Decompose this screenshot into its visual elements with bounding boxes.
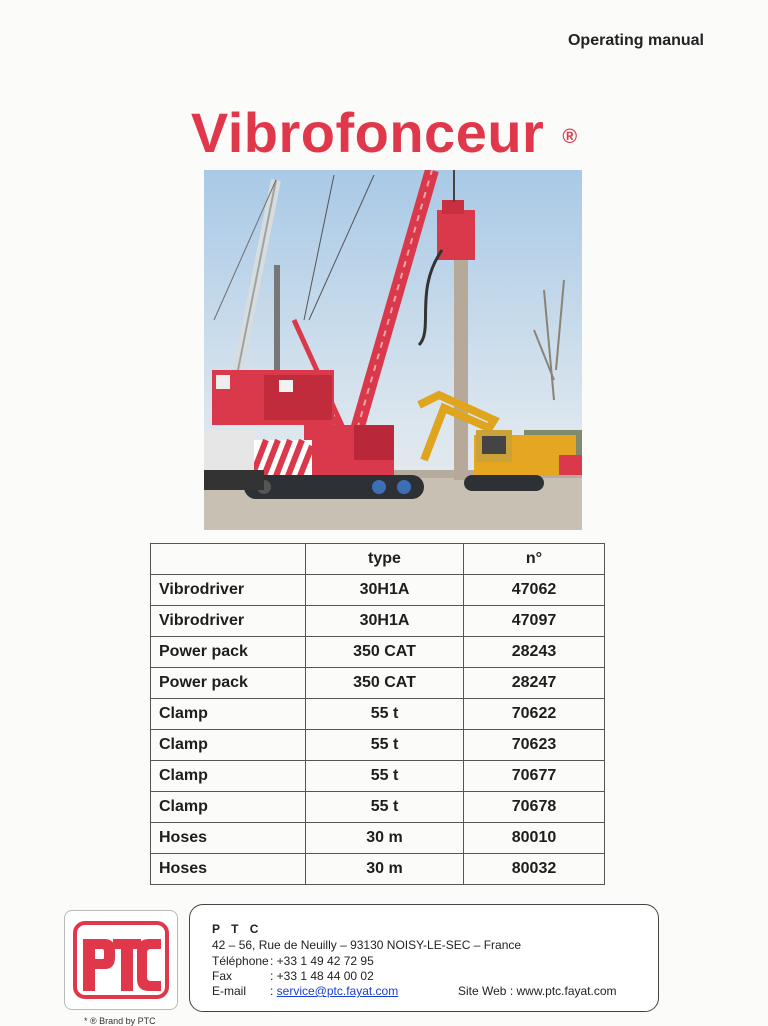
phone-line xyxy=(212,954,374,968)
item-name: Clamp xyxy=(151,761,306,792)
item-type: 30 m xyxy=(306,823,464,854)
fax-line xyxy=(212,969,374,983)
table-row xyxy=(151,637,605,668)
table-row xyxy=(151,761,605,792)
email-separator: : xyxy=(270,984,277,998)
item-number: 80032 xyxy=(464,854,605,885)
item-type: 55 t xyxy=(306,730,464,761)
table-row xyxy=(151,854,605,885)
item-number: 28243 xyxy=(464,637,605,668)
table-row xyxy=(151,823,605,854)
item-type: 55 t xyxy=(306,792,464,823)
website-line xyxy=(458,984,617,998)
item-name: Hoses xyxy=(151,823,306,854)
table-row xyxy=(151,668,605,699)
item-number: 47097 xyxy=(464,606,605,637)
fax-number: : +33 1 48 44 00 02 xyxy=(270,969,374,983)
item-number: 70622 xyxy=(464,699,605,730)
table-row xyxy=(151,575,605,606)
item-number: 80010 xyxy=(464,823,605,854)
machine-photo xyxy=(204,170,582,530)
item-number: 70677 xyxy=(464,761,605,792)
item-number: 70623 xyxy=(464,730,605,761)
item-name: Clamp xyxy=(151,699,306,730)
contact-box xyxy=(189,904,659,1012)
registered-mark: ® xyxy=(562,126,578,148)
item-name: Hoses xyxy=(151,854,306,885)
column-header xyxy=(151,544,306,575)
title-block xyxy=(0,100,768,165)
item-number: 28247 xyxy=(464,668,605,699)
crane-illustration xyxy=(204,170,582,530)
item-type: 30 m xyxy=(306,854,464,885)
table-header-row xyxy=(151,544,605,575)
item-type: 350 CAT xyxy=(306,668,464,699)
email-link[interactable]: service@ptc.fayat.com xyxy=(276,984,399,998)
column-header-type: type xyxy=(306,544,464,575)
item-number: 70678 xyxy=(464,792,605,823)
item-type: 30H1A xyxy=(306,606,464,637)
email-line xyxy=(212,984,398,998)
item-name: Clamp xyxy=(151,730,306,761)
ptc-logo-mark xyxy=(65,911,177,1009)
document-header: Operating manual xyxy=(567,32,704,49)
table-row xyxy=(151,699,605,730)
item-type: 55 t xyxy=(306,761,464,792)
item-type: 350 CAT xyxy=(306,637,464,668)
phone-number: : +33 1 49 42 72 95 xyxy=(270,954,374,968)
item-name: Power pack xyxy=(151,668,306,699)
website-label: Site Web xyxy=(458,984,507,998)
brand-footnote: * ® Brand by PTC xyxy=(84,1016,156,1026)
column-header-number: n° xyxy=(464,544,605,575)
company-address: 42 – 56, Rue de Neuilly – 93130 NOISY-LE-SEC – France xyxy=(212,938,522,952)
item-name: Vibrodriver xyxy=(151,606,306,637)
table-row xyxy=(151,792,605,823)
table-row xyxy=(151,606,605,637)
company-name: P T C xyxy=(212,922,263,936)
document-title: Vibrofonceur xyxy=(190,101,545,164)
item-name: Power pack xyxy=(151,637,306,668)
fax-label: Fax xyxy=(212,969,233,983)
item-number: 47062 xyxy=(464,575,605,606)
ptc-logo xyxy=(64,910,178,1010)
website-url: : www.ptc.fayat.com xyxy=(509,984,617,998)
phone-label: Téléphone xyxy=(212,954,269,968)
table-row xyxy=(151,730,605,761)
item-type: 30H1A xyxy=(306,575,464,606)
item-name: Clamp xyxy=(151,792,306,823)
item-type: 55 t xyxy=(306,699,464,730)
equipment-table xyxy=(150,543,605,885)
item-name: Vibrodriver xyxy=(151,575,306,606)
email-label: E-mail xyxy=(212,984,247,998)
